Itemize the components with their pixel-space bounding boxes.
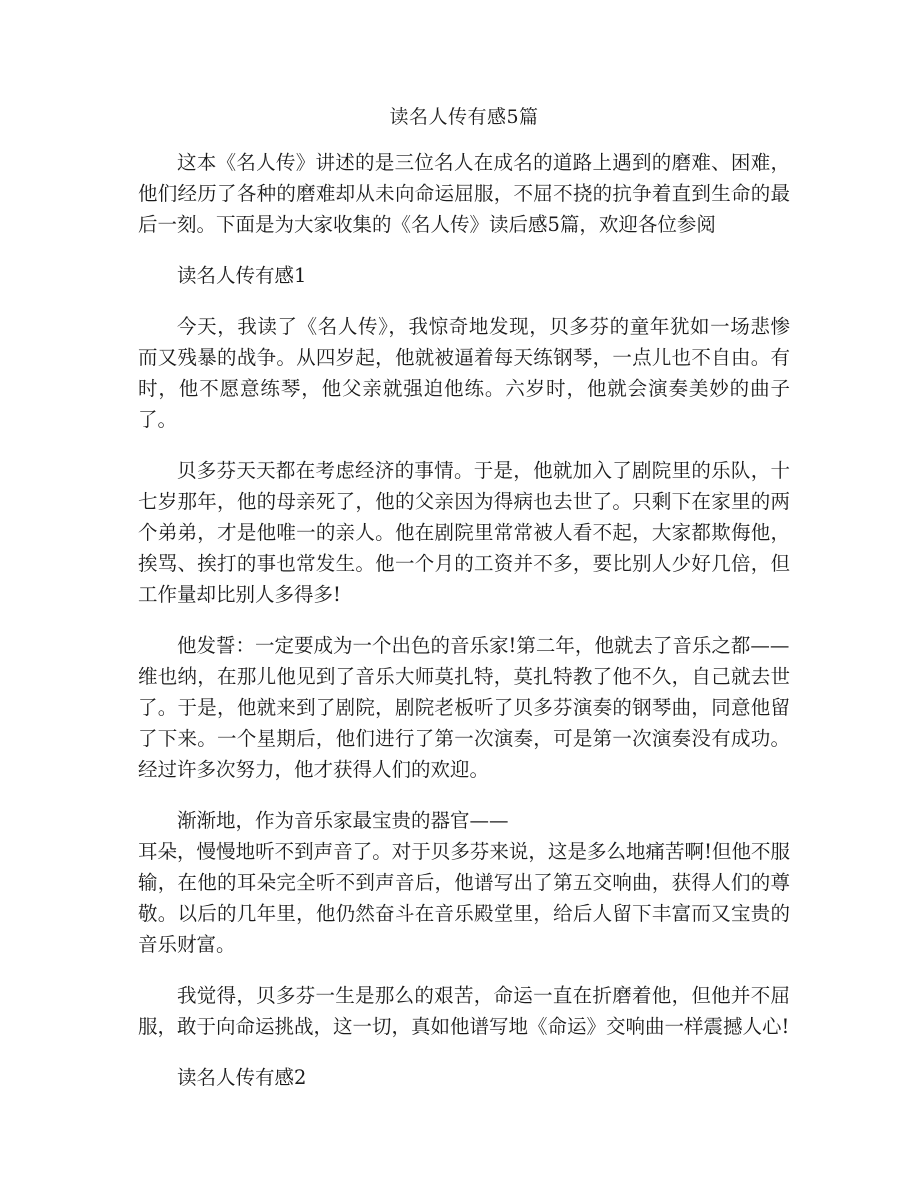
paragraph-3 bbox=[138, 630, 790, 785]
section-heading-1: 读名人传有感1 bbox=[177, 264, 307, 287]
document-page bbox=[138, 104, 790, 1093]
paragraph-3-first-line: 他发誓：一定要成为一个出色的音乐家!第二年，他就去了音乐之都—— bbox=[177, 634, 790, 657]
paragraph-4-first-line: 渐渐地，作为音乐家最宝贵的器官—— bbox=[177, 809, 509, 832]
paragraph-4 bbox=[138, 805, 790, 960]
paragraph-5: 我觉得，贝多芬一生是那么的艰苦，命运一直在折磨着他，但他并不屈服，敢于向命运挑战，这一切，真如他谱写地《命运》交响曲一样震撼人心! bbox=[138, 984, 790, 1038]
paragraph-4-rest: 耳朵，慢慢地听不到声音了。对于贝多芬来说，这是多么地痛苦啊!但他不服输，在他的耳朵完全听不到声音后，他谱写出了第五交响曲，获得人们的尊敬。以后的几年里，他仍然奋斗在音乐殿堂里，给后人留下丰富而又宝贵的音乐财富。 bbox=[138, 840, 790, 956]
paragraph-2: 贝多芬天天都在考虑经济的事情。于是，他就加入了剧院里的乐队，十七岁那年，他的母亲死了，他的父亲因为得病也去世了。只剩下在家里的两个弟弟，才是他唯一的亲人。他在剧院里常常被人看不起，大家都欺侮他，挨骂、挨打的事也常发生。他一个月的工资并不多，要比别人少好几倍，但工作量却比别人多得多! bbox=[138, 459, 790, 606]
document-title: 读名人传有感5篇 bbox=[389, 106, 539, 128]
section-heading-2: 读名人传有感2 bbox=[177, 1066, 307, 1089]
paragraph-3-rest: 维也纳，在那儿他见到了音乐大师莫扎特，莫扎特教了他不久，自己就去世了。于是，他就来到了剧院，剧院老板听了贝多芬演奏的钢琴曲，同意他留了下来。一个星期后，他们进行了第一次演奏，可是第一次演奏没有成功。经过许多次努力，他才获得人们的欢迎。 bbox=[138, 665, 790, 781]
intro-paragraph: 这本《名人传》讲述的是三位名人在成名的道路上遇到的磨难、困难，他们经历了各种的磨难却从未向命运屈服，不屈不挠的抗争着直到生命的最后一刻。下面是为大家收集的《名人传》读后感5篇，欢迎各位参阅 bbox=[138, 151, 790, 236]
paragraph-1: 今天，我读了《名人传》，我惊奇地发现，贝多芬的童年犹如一场悲惨而又残暴的战争。从四岁起，他就被逼着每天练钢琴，一点儿也不自由。有时，他不愿意练琴，他父亲就强迫他练。六岁时，他就会演奏美妙的曲子了。 bbox=[138, 315, 790, 431]
